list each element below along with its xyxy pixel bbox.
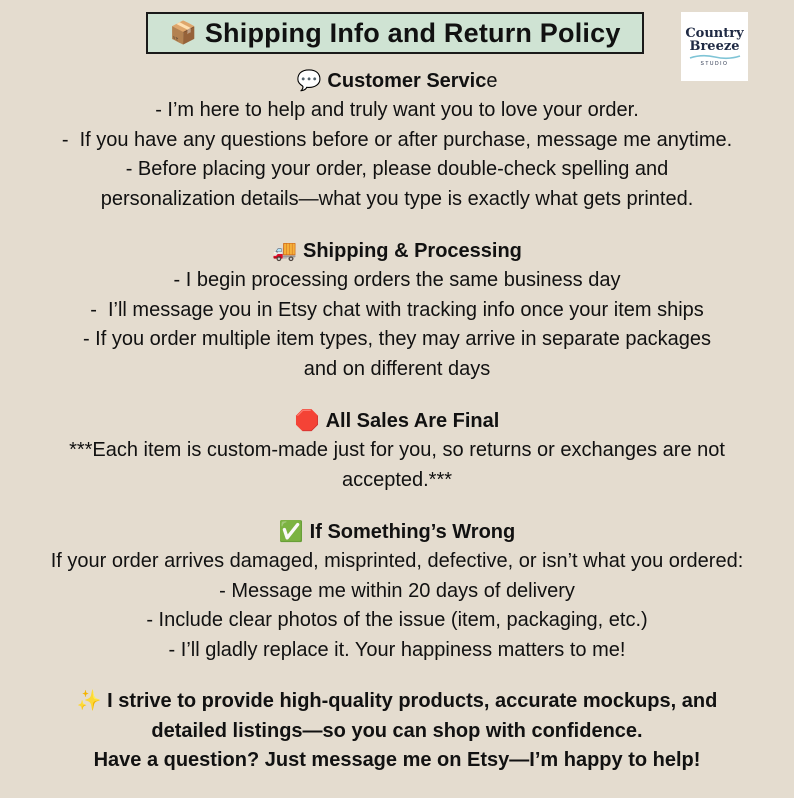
section-heading [0, 406, 794, 436]
truck-icon: 🚚 [272, 240, 297, 262]
section-line: and on different days [303, 357, 491, 380]
section-line: detailed listings—so you can shop with confidence. [151, 719, 643, 742]
logo-word-studio: STUDIO [700, 60, 729, 67]
section-line: - Message me within 20 days of delivery [219, 579, 575, 602]
section-line: - I’ll message you in Etsy chat with tracking info once your item ships [90, 298, 704, 321]
section-line: - Before placing your order, please double-check spelling and [125, 158, 669, 180]
section-line: - I’m here to help and truly want you to love your order. [155, 99, 639, 121]
customer-service-section [0, 66, 794, 214]
policy-content [0, 66, 794, 798]
package-icon: 📦 [169, 20, 197, 45]
wave-icon [689, 54, 741, 60]
closing-text: I strive to provide high-quality products, accurate mockups, and [107, 690, 718, 712]
section-line: - If you order multiple item types, they may arrive in separate packages [82, 328, 712, 350]
heading-text: Customer Servic [327, 70, 487, 92]
stop-sign-icon: 🛑 [294, 410, 320, 432]
section-line: - Include clear photos of the issue (item, packaging, etc.) [146, 609, 648, 631]
section-line: If your order arrives damaged, misprinted, defective, or isn’t what you ordered: [50, 550, 744, 572]
title-banner [146, 12, 644, 54]
page-title: Shipping Info and Return Policy [204, 17, 621, 48]
section-line: - I’ll gladly replace it. Your happiness matters to me! [168, 638, 626, 661]
section-heading [0, 517, 794, 547]
section-line: - If you have any questions before or after purchase, message me anytime. [61, 128, 733, 151]
logo-word-breeze: Breeze [689, 38, 740, 54]
heading-text: If Something’s Wrong [309, 521, 516, 543]
section-heading [0, 66, 794, 96]
something-wrong-section [0, 517, 794, 665]
heading-tail: e [486, 70, 498, 92]
shipping-section [0, 236, 794, 384]
section-line: personalization details—what you type is exactly what gets printed. [100, 187, 694, 210]
final-sale-section [0, 406, 794, 495]
section-line: Have a question? Just message me on Etsy—I’m happy to help! [93, 749, 701, 771]
section-heading [0, 236, 794, 266]
section-line: - I begin processing orders the same business day [173, 269, 621, 291]
heading-text: All Sales Are Final [325, 410, 500, 432]
section-line: accepted.*** [341, 468, 453, 491]
section-line: ***Each item is custom-made just for you, so returns or exchanges are not [69, 439, 725, 461]
speech-bubble-icon: 💬 [296, 70, 322, 92]
sparkles-icon: ✨ [76, 690, 102, 712]
section-line [0, 687, 794, 717]
heading-text: Shipping & Processing [302, 240, 522, 262]
logo-word-country: Country [685, 25, 744, 41]
closing-section [0, 687, 794, 776]
check-mark-icon: ✅ [278, 521, 304, 543]
